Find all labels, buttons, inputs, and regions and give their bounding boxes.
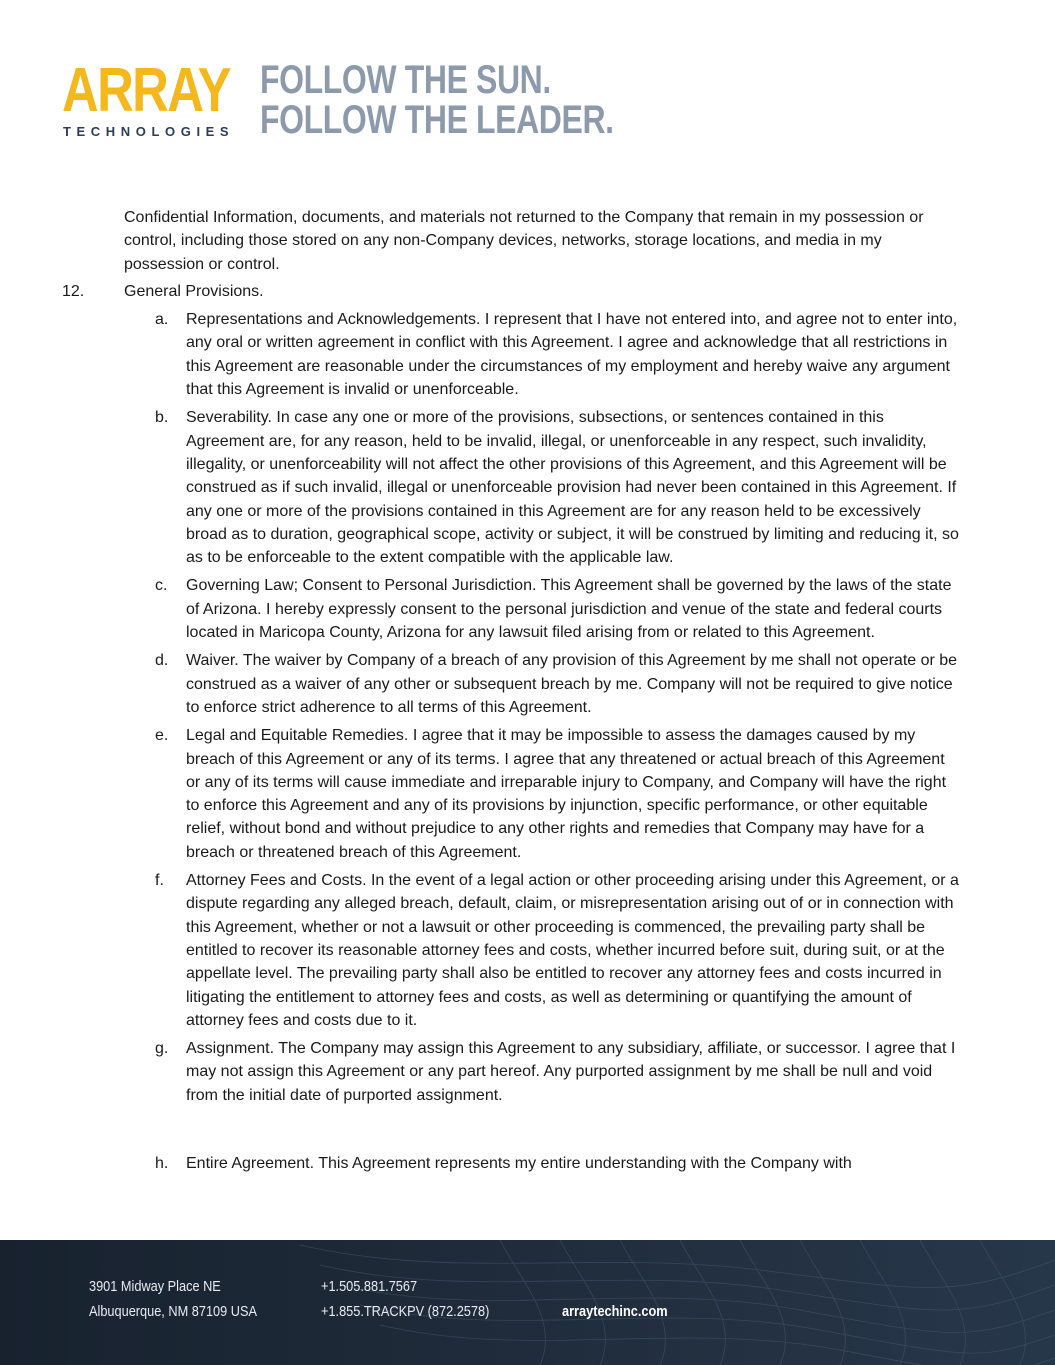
clause-text: Legal and Equitable Remedies. I agree that it may be impossible to assess the damages caused by my breach of this Agreement or any of its terms. I agree that any threatened or actual breach of this Agreement or any of its terms will cause immediate and irreparable injury to Company, and Company will have the right to enforce this Agreement and any of its provisions by injunction, specific performance, or other equitable relief, without bond and without prejudice to any other rights and remedies that Company may have for a breach or threatened breach of this Agreement. (186, 727, 947, 861)
footer-address-line-1: 3901 Midway Place NE (89, 1278, 221, 1295)
clause-text: Waiver. The waiver by Company of a breach of any provision of this Agreement by me shall not operate or be construed as a waiver of any other or subsequent breach by me. Company will not be required to give notice to enforce strict adherence to all terms of this Agreement. (186, 652, 958, 716)
footer-phone-1: +1.505.881.7567 (321, 1278, 418, 1295)
section-number: 12. (62, 282, 85, 300)
clause-text: Representations and Acknowledgements. I represent that I have not entered into, and agree not to enter into, any oral or written agreement in conflict with this Agreement. I agree and acknowledge that all restrictions in this Agreement are reasonable under the circumstances of my employment and hereby waive any argument that this Agreement is invalid or unenforceable. (186, 311, 958, 399)
section-title: General Provisions. (124, 282, 264, 300)
clause-text: Assignment. The Company may assign this Agreement to any subsidiary, affiliate, or successor. I agree that I may not assign this Agreement or any part hereof. Any purported assignment by me shall be null and void from the initial date of purported assignment. (186, 1040, 956, 1104)
clause-d (155, 649, 961, 719)
section-12 (0, 280, 1055, 303)
clause-letter: a. (155, 311, 169, 329)
clause-letter: c. (155, 577, 168, 595)
clause-text: Severability. In case any one or more of the provisions, subsections, or sentences contained in this Agreement are, for any reason, held to be invalid, illegal, or unenforceable in any respect, such invalidity, illegality, or unenforceability will not affect the other provisions of this Agreement, and this Agreement will be construed as if such invalid, illegal or unenforceable provision had never been contained in this Agreement. If any one or more of the provisions contained in this Agreement are for any reason held to be excessively broad as to duration, geographical scope, activity or subject, it will be construed by limiting and reducing it, so as to be enforceable to the extent compatible with the applicable law. (186, 409, 959, 567)
clause-letter: f. (155, 872, 164, 890)
clause-h (155, 1152, 961, 1175)
clause-e (155, 724, 961, 864)
continuation-paragraph: Confidential Information, documents, and materials not returned to the Company that remain in my possession or control, including those stored on any non-Company devices, networks, storage locations, and media in my possession or control. (124, 209, 924, 273)
tagline (260, 60, 614, 140)
clause-text: Attorney Fees and Costs. In the event of a legal action or other proceeding arising under this Agreement, or a dispute regarding any alleged breach, default, claim, or misrepresentation arising out of or in connection with this Agreement, whether or not a lawsuit or other proceeding is commenced, the prevailing party shall be entitled to recover its reasonable attorney fees and costs, whether incurred before suit, during suit, or at the appellate level. The prevailing party shall also be entitled to recover any attorney fees and costs incurred in litigating the entitlement to attorney fees and costs, as well as determining or quantifying the amount of attorney fees and costs due to it. (186, 872, 959, 1029)
clause-f (155, 869, 961, 1032)
tagline-line-2: FOLLOW THE LEADER. (260, 98, 614, 142)
clause-letter: e. (155, 727, 169, 745)
page-footer (0, 1240, 1055, 1365)
document-body (0, 206, 1055, 1175)
clause-letter: d. (155, 652, 169, 670)
clause-letter: h. (155, 1154, 169, 1172)
clause-a (155, 308, 961, 401)
footer-address-line-2: Albuquerque, NM 87109 USA (89, 1303, 257, 1320)
clause-g (155, 1037, 961, 1107)
footer-website-link[interactable]: arraytechinc.com (562, 1303, 668, 1320)
clause-c (155, 574, 961, 644)
clause-text: Entire Agreement. This Agreement represents my entire understanding with the Company with (186, 1154, 852, 1172)
clause-text: Governing Law; Consent to Personal Jurisdiction. This Agreement shall be governed by the laws of the state of Arizona. I hereby expressly consent to the personal jurisdiction and venue of the state and federal courts located in Maricopa County, Arizona for any lawsuit filed arising from or related to this Agreement. (186, 577, 952, 642)
tagline-line-1: FOLLOW THE SUN. (260, 58, 551, 102)
clause-letter: b. (155, 409, 169, 427)
company-logo (62, 56, 267, 139)
footer-phone-2: +1.855.TRACKPV (872.2578) (321, 1303, 490, 1320)
logo-subtitle: TECHNOLOGIES (63, 124, 235, 139)
logo-wordmark: ARRAY (62, 56, 230, 125)
clause-b (155, 406, 961, 569)
clause-letter: g. (155, 1040, 169, 1058)
